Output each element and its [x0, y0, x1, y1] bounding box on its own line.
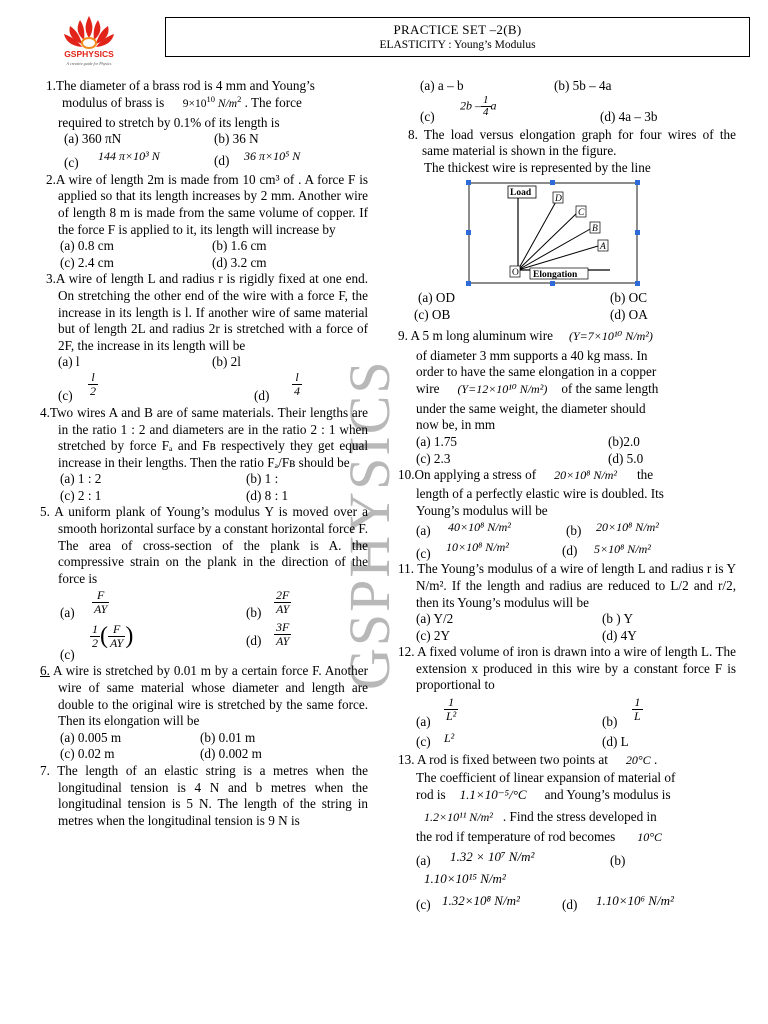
- q13-line5: the rod if temperature of rod becomes 10°C: [416, 828, 663, 844]
- q4-option-b[interactable]: (b) 1 :: [246, 471, 279, 487]
- resize-handle[interactable]: [550, 180, 555, 185]
- q13-option-b-label[interactable]: (b): [610, 852, 626, 868]
- resize-handle[interactable]: [466, 230, 471, 235]
- q3-option-a[interactable]: (a) l: [58, 354, 80, 370]
- q2-option-a[interactable]: (a) 0.8 cm: [60, 238, 114, 254]
- q8-option-c[interactable]: (c) OB: [414, 306, 451, 322]
- load-elongation-graph: [468, 182, 638, 284]
- q10-option-b-label[interactable]: (b): [566, 523, 582, 539]
- logo-tagline: A creative guide for Physics: [66, 61, 112, 66]
- graph-line-a: A: [600, 242, 606, 253]
- gsphysics-logo: [58, 12, 120, 70]
- q7-option-c[interactable]: 2b – $\frac{1}{4}$ a: [460, 93, 497, 118]
- q5-stem: 5. A uniform plank of Young’s modulus Y is moved over a smooth horizontal surface by a constant horizontal force F. The area of cross-section of the plank is A. the compressive strain on the plank in the direction of the force is: [40, 504, 368, 586]
- q8-option-a[interactable]: (a) OD: [418, 290, 455, 306]
- q4-option-d[interactable]: (d) 8 : 1: [246, 487, 289, 503]
- watermark: GSPHYSICS: [337, 359, 402, 690]
- q9-option-d[interactable]: (d) 5.0: [608, 450, 644, 466]
- q3-option-d[interactable]: $\frac{l}{4}$: [294, 369, 300, 398]
- q6-option-c[interactable]: (c) 0.02 m: [60, 746, 115, 762]
- question-2: [38, 172, 370, 272]
- question-5: [38, 504, 370, 661]
- q10-option-d[interactable]: 5×10⁸ N/m²: [594, 542, 651, 557]
- q12-option-b[interactable]: $\frac{1}{L}$: [634, 695, 641, 724]
- q10-option-a-label[interactable]: (a): [416, 523, 431, 539]
- q1-option-b[interactable]: (b) 36 N: [214, 131, 259, 147]
- q5-option-a[interactable]: $\frac{F}{AY}$: [94, 588, 108, 617]
- q2-stem: 2.A wire of length 2m is made from 10 cm³ of . A force F is applied so that its length increases by 2 mm. Another wire of length 8 m is made from the same volume of copper. If the force F is applied to it, its length will increase by: [46, 171, 368, 237]
- q6-option-d[interactable]: (d) 0.002 m: [200, 746, 262, 762]
- q6-stem: 6. A wire is stretched by 0.01 m by a certain force F. Another wire of same material whose diameter and length are double to the original wire is stretched by the same force. Then its elongation will be: [40, 663, 368, 729]
- q9-option-c[interactable]: (c) 2.3: [416, 450, 451, 466]
- q2-option-d[interactable]: (d) 3.2 cm: [212, 254, 267, 270]
- page-title: PRACTICE SET –2(B): [393, 22, 522, 37]
- question-1: [38, 78, 370, 172]
- question-13: [398, 752, 736, 915]
- q10-option-b[interactable]: 20×10⁸ N/m²: [596, 520, 659, 535]
- q10-option-c[interactable]: 10×10⁸ N/m²: [446, 540, 509, 555]
- q10-option-c-label[interactable]: (c): [416, 546, 431, 562]
- q4-option-c[interactable]: (c) 2 : 1: [60, 487, 102, 503]
- q12-stem: 12. A fixed volume of iron is drawn into a wire of length L. The extension x produced in this wire by a constant force F is proportional to: [398, 644, 736, 693]
- q13-option-a[interactable]: 1.32 × 10⁷ N/m²: [450, 848, 535, 864]
- q12-option-a-label[interactable]: (a): [416, 714, 431, 730]
- question-11: [398, 561, 736, 644]
- q2-option-c[interactable]: (c) 2.4 cm: [60, 254, 114, 270]
- q4-option-a[interactable]: (a) 1 : 2: [60, 471, 102, 487]
- q12-option-a[interactable]: $\frac{1}{\text{L²}}$: [446, 695, 457, 724]
- page-subtitle: ELASTICITY : Young’s Modulus: [379, 39, 536, 51]
- q6-option-b[interactable]: (b) 0.01 m: [200, 729, 256, 745]
- resize-handle[interactable]: [635, 180, 640, 185]
- q12-option-c[interactable]: L²: [444, 731, 455, 746]
- q2-option-b[interactable]: (b) 1.6 cm: [212, 238, 267, 254]
- graph-line-d: D: [555, 194, 562, 205]
- q13-line4: 1.2×10¹¹ N/m² . Find the stress developed in: [424, 808, 657, 824]
- question-4: [38, 405, 370, 505]
- q1-option-a[interactable]: (a) 360 πN: [64, 131, 122, 147]
- q4-stem: 4.Two wires A and B are of same materials. Their lengths are in the ratio 1 : 2 and diameters are in the ratio 2 : 1 when stretched by force Fₐ and Fʙ respectively they get equal increase in their lengths. Then the ratio Fₐ/Fʙ should be: [40, 404, 368, 470]
- q13-option-c[interactable]: 1.32×10⁸ N/m²: [442, 892, 520, 908]
- graph-svg: [470, 184, 636, 282]
- header-box: [165, 17, 750, 57]
- q7-option-c-label[interactable]: (c): [420, 108, 435, 124]
- q9-line1: 9. A 5 m long aluminum wire (Y=7×10¹⁰ N/m²): [398, 327, 653, 343]
- graph-elongation-label: Elongation: [533, 270, 578, 281]
- resize-handle[interactable]: [466, 180, 471, 185]
- q11-option-d[interactable]: (d) 4Y: [602, 627, 637, 643]
- resize-handle[interactable]: [550, 281, 555, 286]
- q11-stem: 11. The Young’s modulus of a wire of length L and radius r is Y N/m². If the length and radius are reduced to L/2 and r/2, then its Young’s modulus will be: [398, 561, 736, 610]
- q1-option-c-label[interactable]: (c): [64, 154, 79, 170]
- q1-stem-line1: 1.The diameter of a brass rod is 4 mm and Young’s: [46, 78, 315, 93]
- q10-option-d-label[interactable]: (d): [562, 543, 578, 559]
- q8-stem: 8. The load versus elongation graph for four wires of the same material is shown in the figure.: [408, 126, 736, 159]
- question-7: [38, 763, 370, 829]
- q1-option-d-label[interactable]: (d): [214, 152, 230, 168]
- q9-line4: wire (Y=12×10¹⁰ N/m²) of the same length: [416, 380, 659, 396]
- q3-option-b[interactable]: (b) 2l: [212, 354, 241, 370]
- q13-option-b[interactable]: 1.10×10¹⁵ N/m²: [424, 870, 506, 886]
- graph-line-b: B: [592, 224, 598, 235]
- q11-option-a[interactable]: (a) Y/2: [416, 611, 454, 627]
- resize-handle[interactable]: [635, 230, 640, 235]
- question-12: [398, 644, 736, 750]
- q13-option-c-label[interactable]: (c): [416, 896, 431, 912]
- q3-stem: 3.A wire of length L and radius r is rigidly fixed at one end. On stretching the other end of the wire with a force F, the increase in its length is l. If another wire of same material but of length 2L and radius 2r is stretched with a force of 2F, the increase in its length will be: [46, 271, 368, 353]
- q3-option-d-label[interactable]: (d): [254, 387, 270, 403]
- question-8: [398, 127, 736, 324]
- q8-option-d[interactable]: (d) OA: [610, 306, 648, 322]
- q9-option-a[interactable]: (a) 1.75: [416, 433, 458, 449]
- q5-option-c[interactable]: $\frac{1}{2}$ ( $\frac{F}{AY}$ ): [92, 622, 134, 651]
- q8-option-b[interactable]: (b) OC: [610, 290, 647, 306]
- q12-option-b-label[interactable]: (b): [602, 714, 618, 730]
- q6-number: 6.: [40, 663, 50, 679]
- q1-option-c[interactable]: 144 π×10³ N: [98, 148, 160, 163]
- q9-line6: now be, in mm: [416, 417, 496, 433]
- flame-emblem-icon: [58, 12, 120, 70]
- q7-option-a[interactable]: (a) a – b: [420, 78, 464, 93]
- q5-option-a-label[interactable]: (a): [60, 605, 75, 621]
- q11-option-c[interactable]: (c) 2Y: [416, 627, 451, 643]
- graph-load-label: Load: [510, 188, 532, 199]
- q6-option-a[interactable]: (a) 0.005 m: [60, 729, 122, 745]
- q10-line2: length of a perfectly elastic wire is doubled. Its: [416, 486, 664, 502]
- q10-line1: 10.On applying a stress of 20×10⁸ N/m² the: [398, 467, 654, 483]
- q11-option-b[interactable]: (b ) Y: [602, 611, 634, 627]
- left-column: [38, 78, 370, 829]
- q5-option-d-label[interactable]: (d): [246, 633, 262, 649]
- question-6: [38, 663, 370, 763]
- q1-stem-line3: required to stretch by 0.1% of its length is: [58, 114, 280, 130]
- q13-line3: rod is 1.1×10⁻⁵/°C and Young’s modulus is: [416, 786, 671, 802]
- logo-text: GSPHYSICS: [64, 49, 114, 59]
- q5-option-b-label[interactable]: (b): [246, 605, 262, 621]
- q9-line5: under the same weight, the diameter should: [416, 400, 646, 416]
- q13-line2: The coefficient of linear expansion of material of: [416, 770, 676, 786]
- q7-stem: 7. The length of an elastic string is a metres when the longitudinal tension is 4 N and b metres when the longitudinal tension is 5 N. The length of the string in metres when the longitudinal tension is 9 N is: [40, 763, 368, 828]
- resize-handle[interactable]: [635, 281, 640, 286]
- right-column: [398, 78, 736, 915]
- graph-origin-label: O: [512, 268, 519, 279]
- question-3: [38, 271, 370, 405]
- q10-line3: Young’s modulus will be: [416, 502, 548, 518]
- q9-line2: of diameter 3 mm supports a 40 kg mass. In: [416, 347, 648, 363]
- q13-option-d[interactable]: 1.10×10⁶ N/m²: [596, 892, 674, 908]
- q7-option-b[interactable]: (b) 5b – 4a: [554, 78, 612, 93]
- q1-stem-line2: modulus of brass is $9\times 10^{10}$ $N/m^2$ . The force: [62, 93, 302, 110]
- q10-option-a[interactable]: 40×10⁸ N/m²: [448, 520, 511, 535]
- q8-stem-line2: The thickest wire is represented by the line: [424, 159, 651, 175]
- q5-option-c-label[interactable]: (c): [60, 647, 75, 663]
- q9-option-b[interactable]: (b)2.0: [608, 433, 640, 449]
- question-10: [398, 467, 736, 561]
- q13-option-a-label[interactable]: (a): [416, 852, 431, 868]
- q13-line1: 13. A rod is fixed between two points at 20°C .: [398, 752, 658, 768]
- q1-option-d[interactable]: 36 π×10⁵ N: [244, 148, 301, 163]
- resize-handle[interactable]: [466, 281, 471, 286]
- q1-modulus-value: $9\times 10^{10}$ $N/m^2$: [182, 93, 242, 110]
- q12-option-d[interactable]: (d) L: [602, 734, 629, 750]
- q9-line3: order to have the same elongation in a copper: [416, 364, 657, 380]
- q3-option-c-label[interactable]: (c): [58, 387, 73, 403]
- q5-option-d[interactable]: $\frac{3F}{AY}$: [276, 620, 290, 649]
- question-7-options: [398, 78, 736, 127]
- q5-option-b[interactable]: $\frac{2F}{AY}$: [276, 588, 290, 617]
- q12-option-c-label[interactable]: (c): [416, 734, 431, 750]
- q3-option-c[interactable]: $\frac{l}{2}$: [90, 369, 96, 398]
- q13-option-d-label[interactable]: (d): [562, 896, 578, 912]
- question-9: [398, 328, 736, 468]
- graph-line-c: C: [578, 208, 585, 219]
- q7-option-d[interactable]: (d) 4a – 3b: [600, 108, 658, 124]
